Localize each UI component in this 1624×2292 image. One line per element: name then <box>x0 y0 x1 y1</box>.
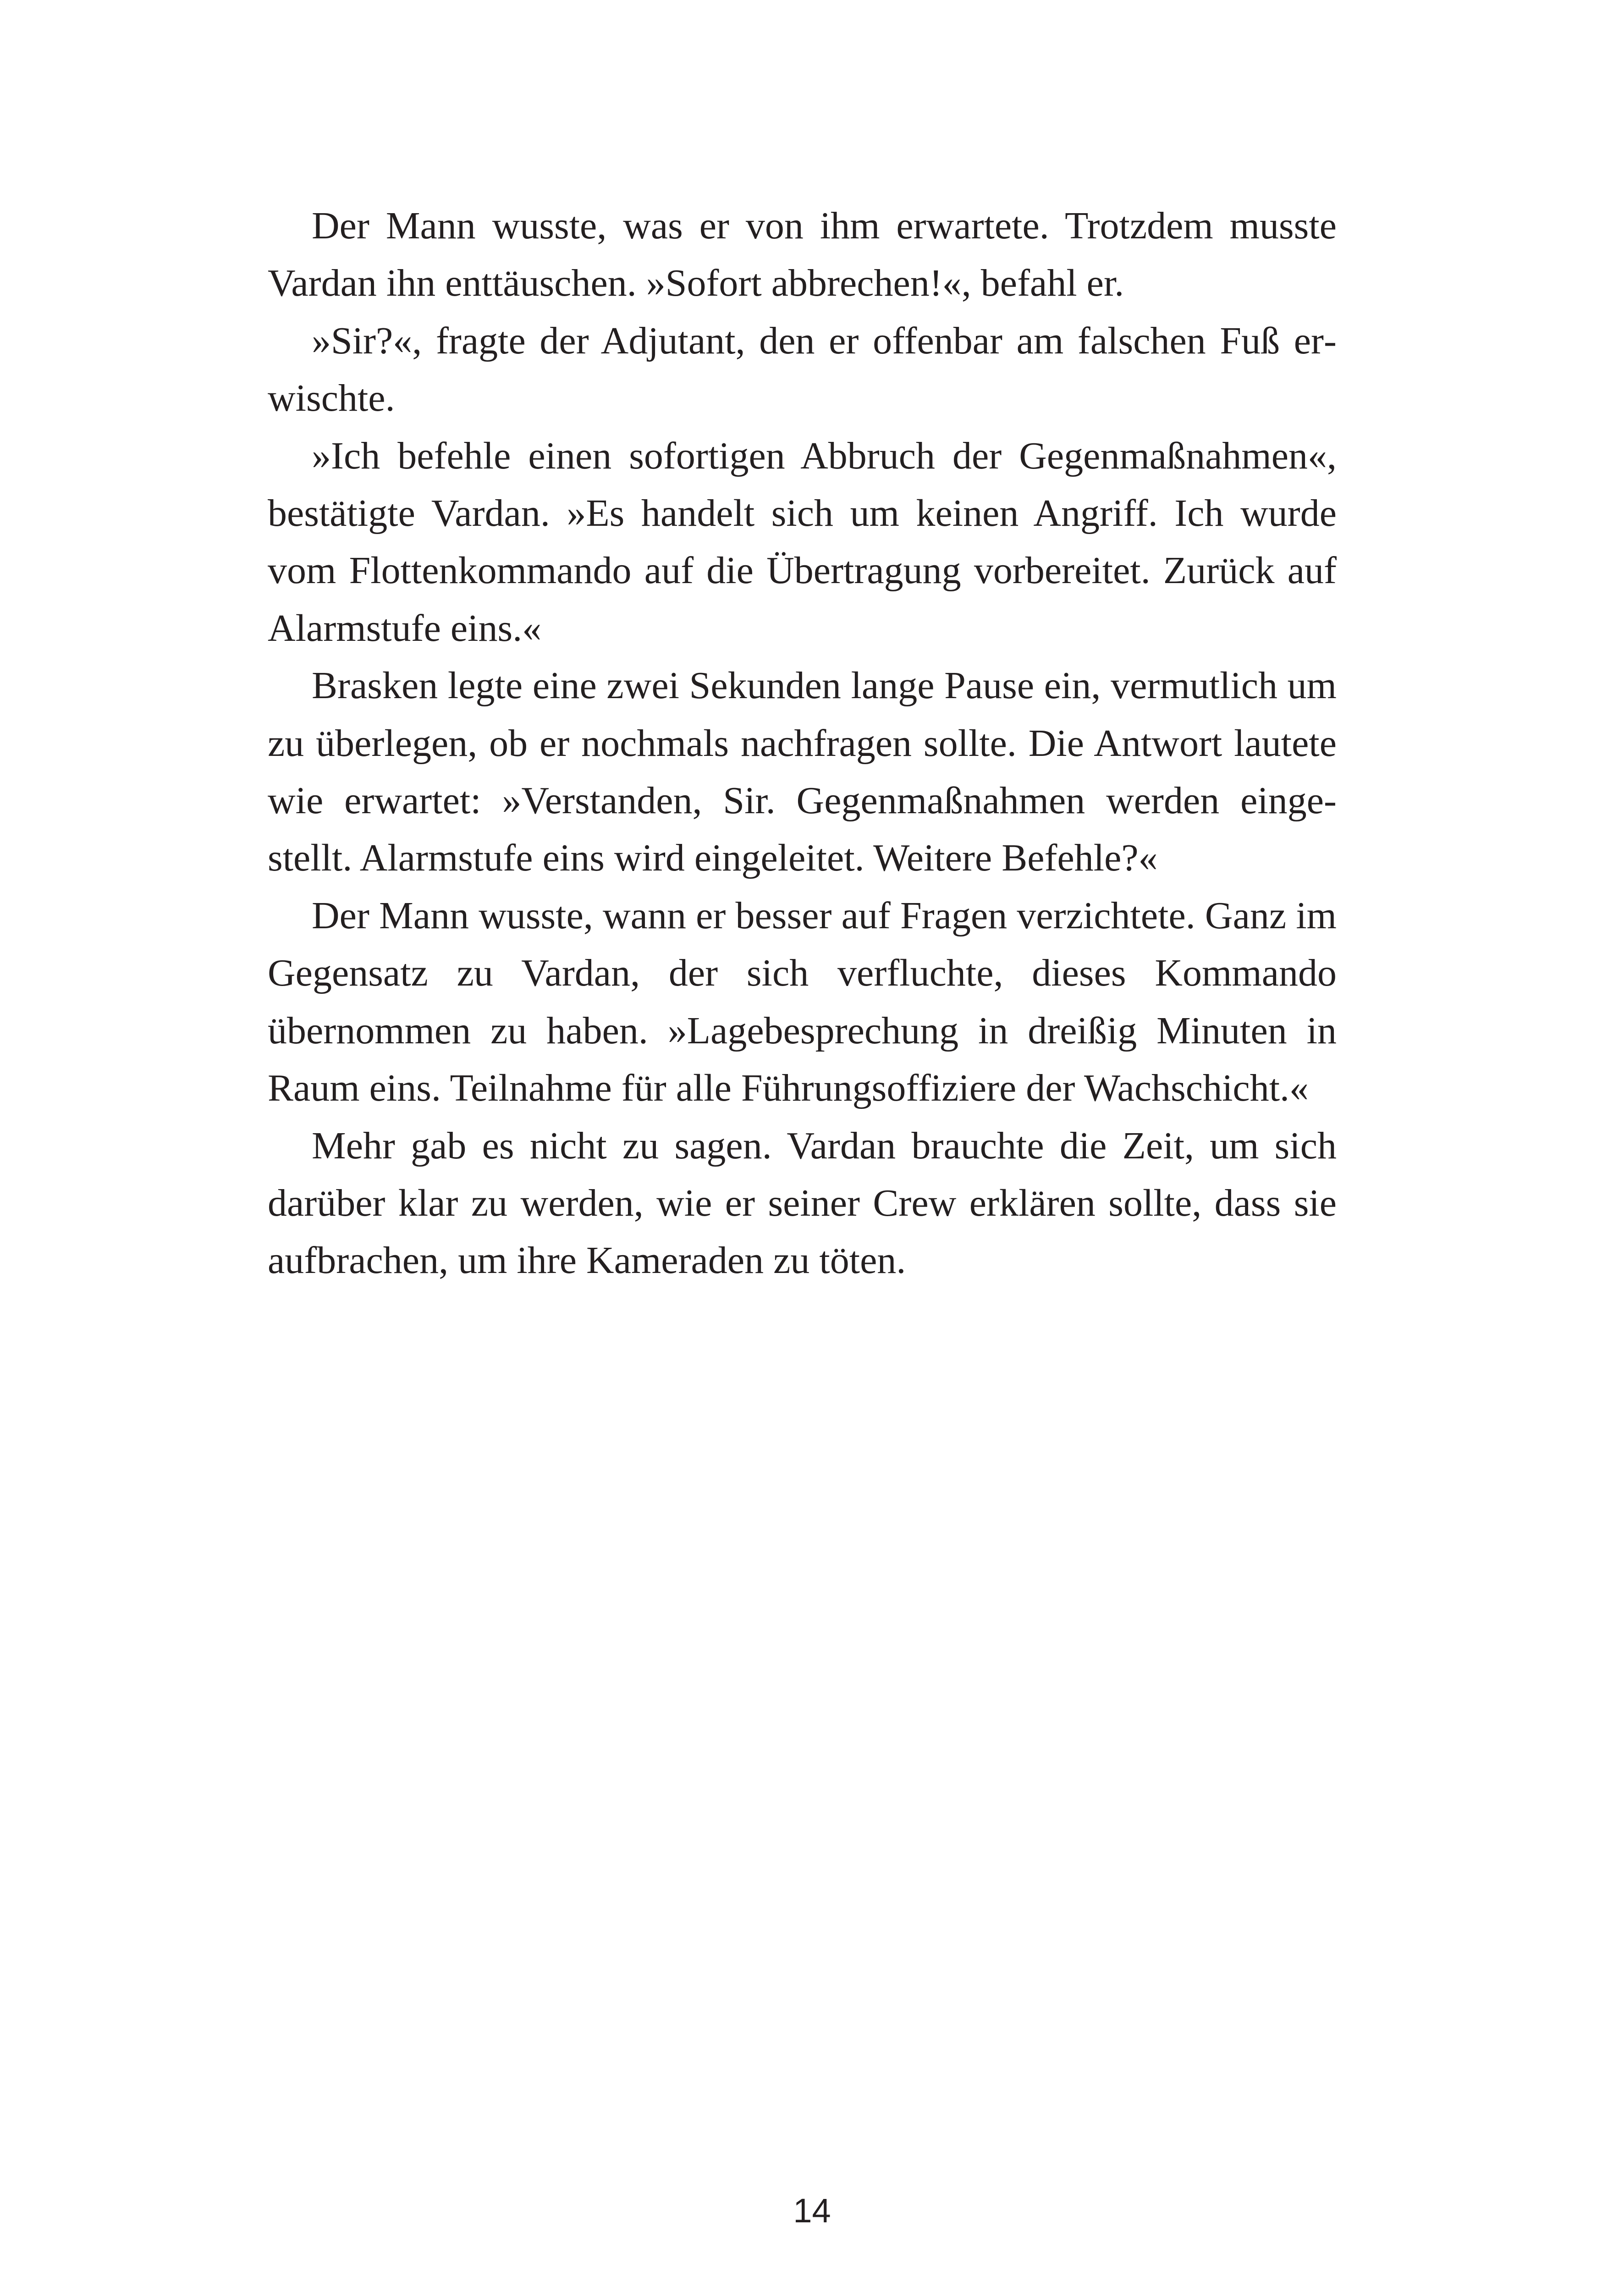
paragraph-1: Der Mann wusste, was er von ihm erwartete. Trotzdem musste Vardan ihn enttäuschen. »Sofort abbrechen!«, befahl er. <box>268 204 1337 305</box>
paragraph-4: Brasken legte eine zwei Sekunden lange Pause ein, vermutlich um zu überlegen, ob er nochmals nachfragen sollte. Die Antwort lautete wie erwartet: »Verstanden, Sir. Gegenmaßnahmen werden eingestellt. Alarmstufe eins wird eingeleitet. Weitere Befehle?« <box>268 664 1337 880</box>
body-text <box>268 197 1337 1289</box>
paragraph-2: »Sir?«, fragte der Adjutant, den er offenbar am falschen Fuß erwischte. <box>268 319 1337 420</box>
paragraph-3: »Ich befehle einen sofortigen Abbruch der Gegenmaßnahmen«, bestätigte Vardan. »Es handelt sich um keinen Angriff. Ich wurde vom Flottenkommando auf die Übertragung vorbereitet. Zurück auf Alarmstufe eins.« <box>268 434 1337 650</box>
page-number: 14 <box>793 2192 831 2230</box>
paragraph-5: Der Mann wusste, wann er besser auf Fragen verzichtete. Ganz im Gegensatz zu Vardan, der sich verfluchte, dieses Kommando übernommen zu haben. »Lagebesprechung in dreißig Minuten in Raum eins. Teilnahme für alle Führungsoffiziere der Wachschicht.« <box>268 894 1337 1110</box>
paragraph-6: Mehr gab es nicht zu sagen. Vardan brauchte die Zeit, um sich darüber klar zu werden, wie er seiner Crew erklären sollte, dass sie aufbrachen, um ihre Kameraden zu töten. <box>268 1124 1337 1282</box>
